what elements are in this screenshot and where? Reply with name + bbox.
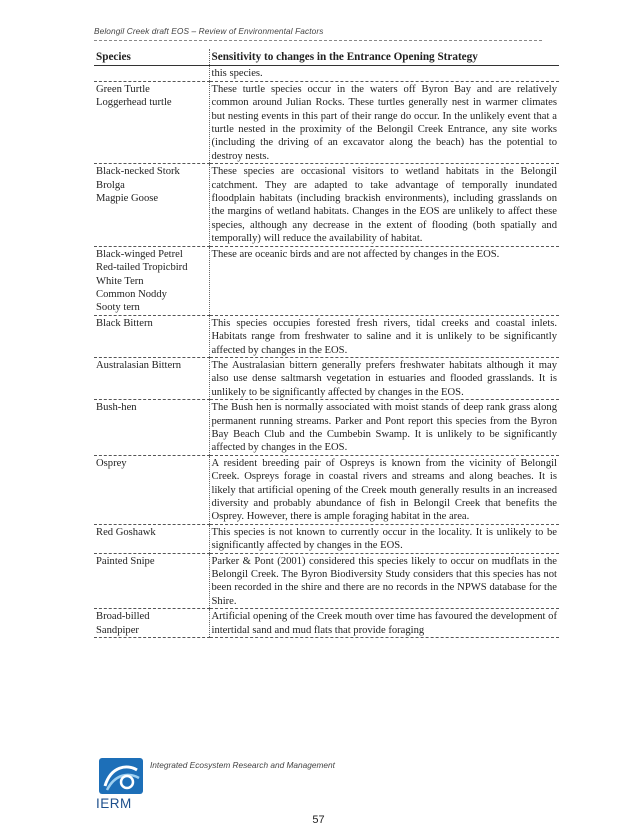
species-cell bbox=[94, 524, 209, 553]
table-row bbox=[94, 553, 559, 609]
ierm-logo-icon bbox=[97, 756, 145, 796]
table-row bbox=[94, 66, 559, 81]
species-cell bbox=[94, 164, 209, 246]
species-name: Green Turtle bbox=[96, 83, 150, 95]
table-row bbox=[94, 315, 559, 357]
species-name: Common Noddy bbox=[96, 288, 167, 300]
species-name: Australasian Bittern bbox=[96, 359, 182, 371]
species-cell bbox=[94, 357, 209, 399]
sensitivity-description: The Australasian bittern generally prefers freshwater habitats although it may also use dense saltmarsh vegetation in estuaries and flooded grasslands. It is unlikely to be significantly affected by changes in the EOS. bbox=[209, 357, 559, 399]
table-row bbox=[94, 357, 559, 399]
species-name: Broad-billed bbox=[96, 611, 150, 623]
table-row bbox=[94, 455, 559, 524]
sensitivity-description: Parker & Pont (2001) considered this species likely to occur on mudflats in the Belongil Creek. The Byron Biodiversity Study considers that this species has not been recorded in the shire and there are no records in the NPWS database for the Shire. bbox=[209, 553, 559, 609]
species-name: Red-tailed Tropicbird bbox=[96, 262, 188, 274]
species-column-header: Species bbox=[94, 49, 209, 66]
logo-text: IERM bbox=[96, 796, 132, 811]
species-cell bbox=[94, 81, 209, 163]
sensitivity-description: These turtle species occur in the waters off Byron Bay and are relatively common around Julian Rocks. These turtles generally nest in warmer climates but nesting events in this part of their range do occur. In the unlikely event that a turtle nested in the proximity of the Belongil Creek Entrance, any site works (including the driving of an excavator along the beach) has the potential to destroy nests. bbox=[209, 81, 559, 163]
species-sensitivity-table bbox=[94, 49, 559, 638]
table-row bbox=[94, 164, 559, 246]
sensitivity-column-header: Sensitivity to changes in the Entrance Opening Strategy bbox=[209, 49, 559, 66]
table-row bbox=[94, 524, 559, 553]
species-cell bbox=[94, 609, 209, 638]
page-number: 57 bbox=[312, 814, 325, 826]
table-row bbox=[94, 81, 559, 163]
sensitivity-description: this species. bbox=[209, 66, 559, 81]
table-row bbox=[94, 400, 559, 456]
species-name: Black-winged Petrel bbox=[96, 248, 183, 260]
running-header: Belongil Creek draft EOS – Review of Environmental Factors bbox=[94, 26, 324, 36]
species-cell bbox=[94, 400, 209, 456]
species-name: Painted Snipe bbox=[96, 555, 155, 567]
species-name: Bush-hen bbox=[96, 402, 137, 414]
sensitivity-description: This species occupies forested fresh rivers, tidal creeks and coastal inlets. Habitats range from freshwater to saline and it is unlikely to be significantly affected by changes in the EOS. bbox=[209, 315, 559, 357]
species-cell bbox=[94, 315, 209, 357]
header-rule bbox=[94, 40, 542, 41]
sensitivity-description: The Bush hen is normally associated with moist stands of deep rank grass along permanent running streams. Parker and Pont report this species from the Byron Bay Beach Club and the Cumbebin Swamp. It is unlikely to be significantly affected by changes in the EOS. bbox=[209, 400, 559, 456]
species-cell bbox=[94, 553, 209, 609]
species-name: Osprey bbox=[96, 457, 127, 469]
species-cell bbox=[94, 246, 209, 315]
sensitivity-description: This species is not known to currently occur in the locality. It is unlikely to be significantly affected by changes in the EOS. bbox=[209, 524, 559, 553]
sensitivity-description: These species are occasional visitors to wetland habitats in the Belongil catchment. They are adapted to take advantage of temporally inundated floodplain habitats (including brackish environments), including grasslands on the margins of wetland habitats. Changes in the EOS are unlikely to affect these species, although any decrease in the extent of flooding (both spatially and temporally) will reduce the availability of habitat. bbox=[209, 164, 559, 246]
sensitivity-description: These are oceanic birds and are not affected by changes in the EOS. bbox=[209, 246, 559, 315]
table-row bbox=[94, 609, 559, 638]
sensitivity-description: Artificial opening of the Creek mouth over time has favoured the development of intertidal sand and mud flats that provide foraging bbox=[209, 609, 559, 638]
species-name: Sooty tern bbox=[96, 302, 140, 314]
sensitivity-description: A resident breeding pair of Ospreys is known from the vicinity of Belongil Creek. Ospreys forage in coastal rivers and streams and along beaches. It is likely that artificial opening of the Creek mouth generally results in an increased diversity and probably abundance of fish in Belongil Creek that benefits the Osprey. However, there is ample foraging habitat in the area. bbox=[209, 455, 559, 524]
species-name: Loggerhead turtle bbox=[96, 97, 172, 109]
species-name: White Tern bbox=[96, 275, 144, 287]
species-name: Sandpiper bbox=[96, 624, 139, 636]
species-name: Red Goshawk bbox=[96, 526, 156, 538]
footer-organization: Integrated Ecosystem Research and Management bbox=[150, 760, 335, 770]
table-row bbox=[94, 246, 559, 315]
species-name: Brolga bbox=[96, 179, 125, 191]
table-header-row bbox=[94, 49, 559, 66]
species-cell bbox=[94, 66, 209, 81]
species-name: Magpie Goose bbox=[96, 193, 159, 205]
species-cell bbox=[94, 455, 209, 524]
species-name: Black Bittern bbox=[96, 317, 153, 329]
species-name: Black-necked Stork bbox=[96, 166, 180, 178]
table-body bbox=[94, 66, 559, 638]
